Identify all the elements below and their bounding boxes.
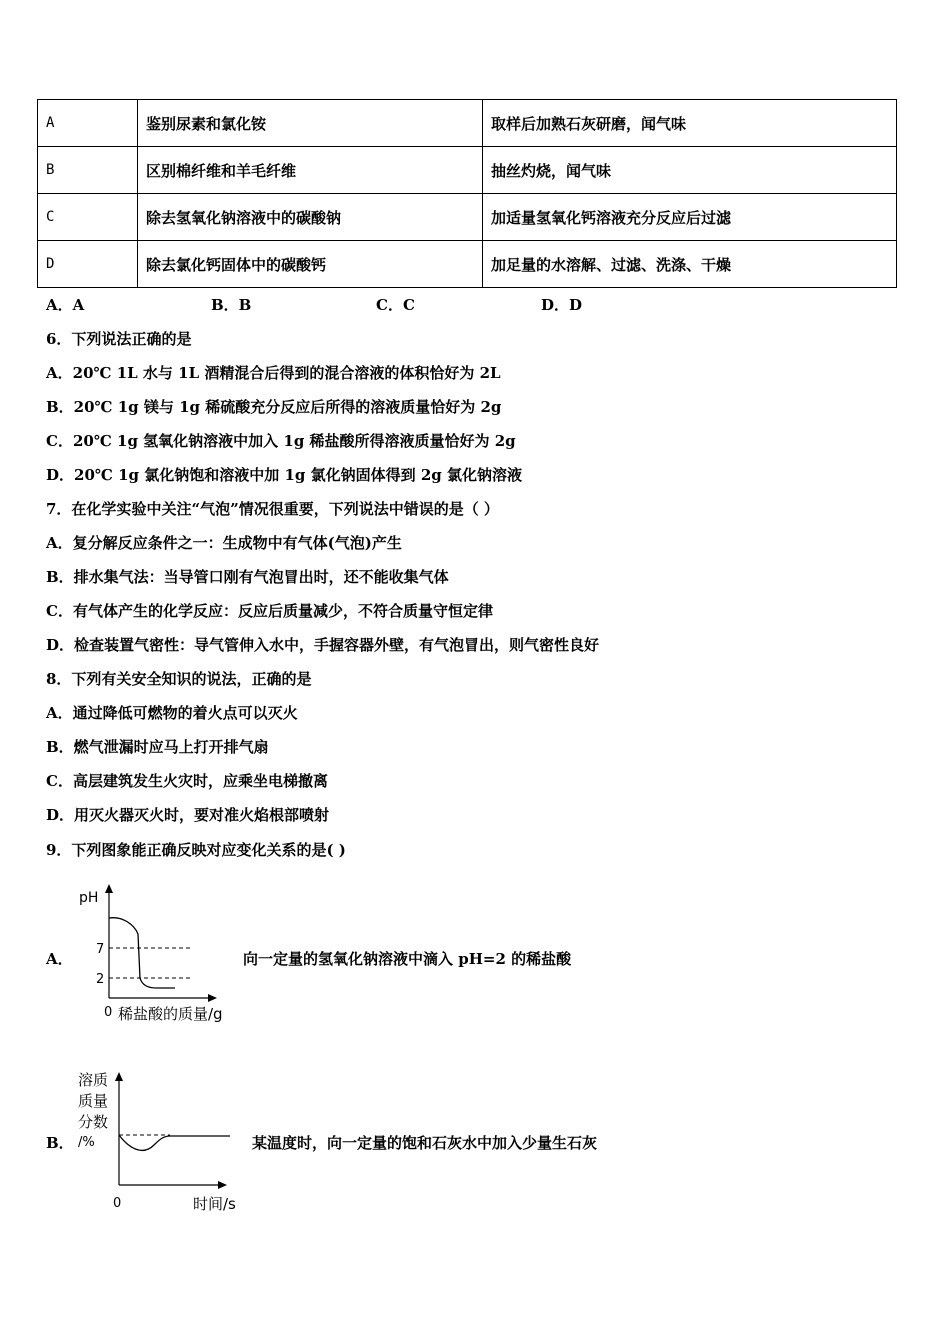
answer-option[interactable]: B．B: [211, 296, 252, 314]
answer-option[interactable]: A．20℃ 1L 水与 1L 酒精混合后得到的混合溶液的体积恰好为 2L: [46, 364, 501, 382]
x-axis-arrow: [208, 994, 217, 1002]
answer-option[interactable]: C．高层建筑发生火灾时，应乘坐电梯撤离: [46, 772, 328, 790]
answer-option[interactable]: D．检查装置气密性：导气管伸入水中，手握容器外壁，有气泡冒出，则气密性良好: [46, 636, 600, 654]
options-table: [37, 99, 897, 288]
tick-label-7: 7: [96, 942, 105, 957]
row-method: 抽丝灼烧，闻气味: [483, 147, 897, 194]
answer-option[interactable]: D．用灭火器灭火时，要对准火焰根部喷射: [46, 806, 330, 824]
table-row: [38, 147, 897, 194]
row-purpose: 鉴别尿素和氯化铵: [138, 100, 483, 147]
table-row: [38, 241, 897, 288]
table-row: [38, 100, 897, 147]
row-method: 加足量的水溶解、过滤、洗涤、干燥: [483, 241, 897, 288]
ph-graph: [70, 878, 250, 1028]
question-stem: 7．在化学实验中关注“气泡”情况很重要，下列说法中错误的是（ ）: [46, 500, 499, 518]
option-letter-a[interactable]: A．: [46, 950, 73, 968]
row-purpose: 区别棉纤维和羊毛纤维: [138, 147, 483, 194]
answer-option[interactable]: D．D: [541, 296, 583, 314]
y-axis-label-line: /%: [78, 1135, 95, 1150]
row-method: 取样后加熟石灰研磨，闻气味: [483, 100, 897, 147]
row-method: 加适量氢氧化钙溶液充分反应后过滤: [483, 194, 897, 241]
answer-option[interactable]: B．燃气泄漏时应马上打开排气扇: [46, 738, 269, 756]
graph-b-caption: 某温度时，向一定量的饱和石灰水中加入少量生石灰: [252, 1134, 598, 1152]
answer-option[interactable]: D．20℃ 1g 氯化钠饱和溶液中加 1g 氯化钠固体得到 2g 氯化钠溶液: [46, 466, 522, 484]
y-axis-arrow: [105, 884, 113, 893]
row-key: B: [38, 147, 138, 194]
row-key: D: [38, 241, 138, 288]
solute-fraction-graph: [70, 1065, 255, 1215]
x-axis-label: 稀盐酸的质量/g: [118, 1005, 223, 1023]
row-purpose: 除去氢氧化钠溶液中的碳酸钠: [138, 194, 483, 241]
answer-option[interactable]: C．有气体产生的化学反应：反应后质量减少，不符合质量守恒定律: [46, 602, 493, 620]
ph-curve: [109, 918, 175, 988]
answer-option[interactable]: B．20℃ 1g 镁与 1g 稀硫酸充分反应后所得的溶液质量恰好为 2g: [46, 398, 502, 416]
answer-option[interactable]: A．A: [46, 296, 85, 314]
answer-option[interactable]: A．复分解反应条件之一：生成物中有气体(气泡)产生: [46, 534, 402, 552]
fraction-curve: [119, 1135, 230, 1150]
tick-label-2: 2: [96, 972, 105, 987]
question-stem: 8．下列有关安全知识的说法，正确的是: [46, 670, 312, 688]
x-axis-arrow: [218, 1181, 227, 1189]
answer-option[interactable]: C．20℃ 1g 氢氧化钠溶液中加入 1g 稀盐酸所得溶液质量恰好为 2g: [46, 432, 516, 450]
row-purpose: 除去氯化钙固体中的碳酸钙: [138, 241, 483, 288]
question-stem: 9．下列图象能正确反映对应变化关系的是( ): [46, 841, 346, 859]
y-axis-label-line: 质量: [78, 1092, 109, 1110]
y-axis-label-line: 溶质: [78, 1071, 109, 1089]
answer-option[interactable]: C．C: [376, 296, 415, 314]
question-stem: 6．下列说法正确的是: [46, 330, 192, 348]
row-key: C: [38, 194, 138, 241]
answer-option[interactable]: B．排水集气法：当导管口刚有气泡冒出时，还不能收集气体: [46, 568, 449, 586]
y-axis-arrow: [115, 1072, 123, 1081]
y-axis-label: pH: [79, 890, 99, 906]
option-letter-b[interactable]: B．: [46, 1134, 74, 1152]
origin-label: 0: [104, 1005, 113, 1020]
q5-answer-options: [46, 294, 746, 314]
table-row: [38, 194, 897, 241]
x-axis-label: 时间/s: [193, 1195, 236, 1213]
row-key: A: [38, 100, 138, 147]
y-axis-label-line: 分数: [78, 1113, 109, 1131]
graph-a-caption: 向一定量的氢氧化钠溶液中滴入 pH=2 的稀盐酸: [243, 950, 572, 968]
answer-option[interactable]: A．通过降低可燃物的着火点可以灭火: [46, 704, 298, 722]
origin-label: 0: [113, 1196, 122, 1211]
